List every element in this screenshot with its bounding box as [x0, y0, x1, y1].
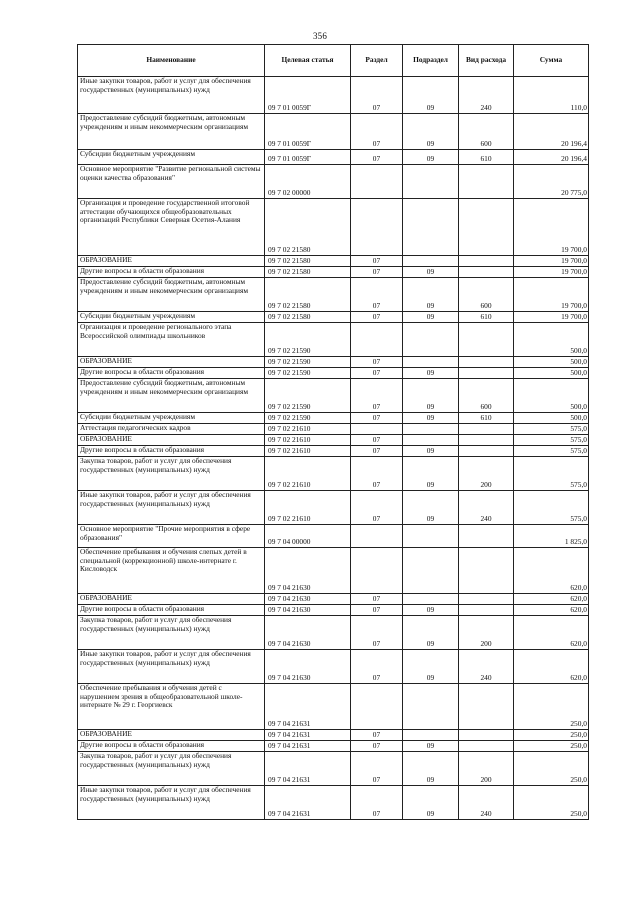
cell-target-article: 09 7 04 21631 — [265, 786, 351, 820]
cell-section: 07 — [351, 446, 403, 457]
cell-target-article: 09 7 04 21631 — [265, 730, 351, 741]
table-row — [78, 199, 589, 256]
cell-target-article: 09 7 02 21580 — [265, 312, 351, 323]
cell-target-article: 09 7 02 21580 — [265, 267, 351, 278]
table-row — [78, 114, 589, 150]
cell-subsection: 09 — [403, 278, 459, 312]
cell-name: Другие вопросы в области образования — [78, 368, 265, 379]
cell-amount: 500,0 — [514, 413, 589, 424]
cell-section — [351, 548, 403, 594]
cell-section: 07 — [351, 730, 403, 741]
cell-target-article: 09 7 02 21610 — [265, 457, 351, 491]
table-row — [78, 379, 589, 413]
cell-amount: 575,0 — [514, 491, 589, 525]
cell-amount: 250,0 — [514, 730, 589, 741]
table-row — [78, 413, 589, 424]
cell-section: 07 — [351, 312, 403, 323]
table-row — [78, 548, 589, 594]
cell-expense-type: 240 — [459, 77, 514, 114]
table-row — [78, 77, 589, 114]
cell-section: 07 — [351, 357, 403, 368]
cell-section — [351, 323, 403, 357]
cell-amount: 250,0 — [514, 741, 589, 752]
table-row — [78, 446, 589, 457]
cell-name: Организация и проведение государственной итоговой аттестации обучающихся общеобразовательных организаций Республики Северная Осетия-Алания — [78, 199, 265, 256]
cell-amount: 19 700,0 — [514, 267, 589, 278]
cell-amount: 500,0 — [514, 323, 589, 357]
cell-name: ОБРАЗОВАНИЕ — [78, 256, 265, 267]
cell-name: ОБРАЗОВАНИЕ — [78, 594, 265, 605]
cell-target-article: 09 7 04 21631 — [265, 752, 351, 786]
cell-name: Аттестация педагогических кадров — [78, 424, 265, 435]
cell-amount: 500,0 — [514, 357, 589, 368]
cell-name: Предоставление субсидий бюджетным, автономным учреждениям и иным некоммерческим организациям — [78, 278, 265, 312]
cell-section — [351, 199, 403, 256]
table-row — [78, 594, 589, 605]
cell-target-article: 09 7 02 21610 — [265, 435, 351, 446]
cell-name: ОБРАЗОВАНИЕ — [78, 730, 265, 741]
cell-subsection — [403, 594, 459, 605]
cell-section — [351, 684, 403, 730]
cell-expense-type — [459, 605, 514, 616]
cell-expense-type — [459, 199, 514, 256]
cell-name: Обеспечение пребывания и обучения слепых детей в специальной (коррекционной) школе-интернате г. Кисловодск — [78, 548, 265, 594]
cell-subsection: 09 — [403, 752, 459, 786]
cell-amount: 575,0 — [514, 424, 589, 435]
cell-target-article: 09 7 02 21580 — [265, 256, 351, 267]
table-row — [78, 605, 589, 616]
cell-name: ОБРАЗОВАНИЕ — [78, 357, 265, 368]
cell-target-article: 09 7 02 21590 — [265, 379, 351, 413]
cell-name: Иные закупки товаров, работ и услуг для обеспечения государственных (муниципальных) нужд — [78, 786, 265, 820]
table-row — [78, 323, 589, 357]
cell-name: Закупка товаров, работ и услуг для обеспечения государственных (муниципальных) нужд — [78, 457, 265, 491]
cell-amount: 20 196,4 — [514, 114, 589, 150]
cell-name: Другие вопросы в области образования — [78, 741, 265, 752]
cell-section: 07 — [351, 379, 403, 413]
cell-subsection: 09 — [403, 457, 459, 491]
cell-subsection: 09 — [403, 150, 459, 165]
cell-section: 07 — [351, 267, 403, 278]
cell-section: 07 — [351, 150, 403, 165]
table-row — [78, 525, 589, 548]
table-row — [78, 741, 589, 752]
header-section: Раздел — [351, 45, 403, 77]
cell-name: Иные закупки товаров, работ и услуг для обеспечения государственных (муниципальных) нужд — [78, 491, 265, 525]
cell-section: 07 — [351, 741, 403, 752]
cell-name: Субсидии бюджетным учреждениям — [78, 150, 265, 165]
cell-subsection — [403, 165, 459, 199]
cell-amount: 575,0 — [514, 435, 589, 446]
cell-target-article: 09 7 04 21630 — [265, 548, 351, 594]
table-row — [78, 491, 589, 525]
cell-expense-type: 610 — [459, 150, 514, 165]
cell-name: Основное мероприятие "Прочие мероприятия в сфере образования" — [78, 525, 265, 548]
cell-section: 07 — [351, 256, 403, 267]
cell-name: Иные закупки товаров, работ и услуг для обеспечения государственных (муниципальных) нужд — [78, 77, 265, 114]
cell-target-article: 09 7 02 21610 — [265, 424, 351, 435]
cell-subsection — [403, 684, 459, 730]
cell-expense-type: 600 — [459, 379, 514, 413]
page-number: 356 — [312, 31, 328, 41]
cell-target-article: 09 7 01 0059Г — [265, 77, 351, 114]
cell-amount: 620,0 — [514, 605, 589, 616]
cell-subsection: 09 — [403, 741, 459, 752]
cell-name: Другие вопросы в области образования — [78, 605, 265, 616]
table-row — [78, 267, 589, 278]
cell-section: 07 — [351, 605, 403, 616]
cell-target-article: 09 7 01 0059Г — [265, 114, 351, 150]
table-header-row — [78, 45, 589, 77]
cell-name: Субсидии бюджетным учреждениям — [78, 312, 265, 323]
cell-name: ОБРАЗОВАНИЕ — [78, 435, 265, 446]
cell-subsection: 09 — [403, 616, 459, 650]
cell-expense-type — [459, 323, 514, 357]
cell-target-article: 09 7 02 21590 — [265, 323, 351, 357]
cell-amount: 620,0 — [514, 548, 589, 594]
cell-expense-type: 610 — [459, 413, 514, 424]
cell-subsection: 09 — [403, 77, 459, 114]
cell-expense-type — [459, 267, 514, 278]
table-row — [78, 786, 589, 820]
cell-section: 07 — [351, 491, 403, 525]
cell-target-article: 09 7 04 00000 — [265, 525, 351, 548]
header-expense-type: Вид расхода — [459, 45, 514, 77]
cell-section — [351, 165, 403, 199]
cell-target-article: 09 7 02 21580 — [265, 199, 351, 256]
cell-expense-type: 600 — [459, 278, 514, 312]
table-row — [78, 150, 589, 165]
table-row — [78, 256, 589, 267]
cell-amount: 19 700,0 — [514, 256, 589, 267]
cell-target-article: 09 7 02 21610 — [265, 491, 351, 525]
budget-table — [77, 44, 589, 820]
cell-subsection — [403, 357, 459, 368]
cell-section: 07 — [351, 413, 403, 424]
cell-section — [351, 424, 403, 435]
cell-name: Субсидии бюджетным учреждениям — [78, 413, 265, 424]
cell-section: 07 — [351, 114, 403, 150]
cell-amount: 620,0 — [514, 650, 589, 684]
header-name: Наименование — [78, 45, 265, 77]
cell-expense-type — [459, 684, 514, 730]
cell-name: Другие вопросы в области образования — [78, 446, 265, 457]
cell-subsection — [403, 424, 459, 435]
cell-subsection: 09 — [403, 267, 459, 278]
cell-name: Закупка товаров, работ и услуг для обеспечения государственных (муниципальных) нужд — [78, 616, 265, 650]
cell-expense-type — [459, 741, 514, 752]
cell-section — [351, 525, 403, 548]
table-row — [78, 165, 589, 199]
cell-subsection — [403, 525, 459, 548]
header-subsection: Подраздел — [403, 45, 459, 77]
cell-section: 07 — [351, 752, 403, 786]
cell-amount: 20 775,0 — [514, 165, 589, 199]
cell-name: Закупка товаров, работ и услуг для обеспечения государственных (муниципальных) нужд — [78, 752, 265, 786]
cell-target-article: 09 7 02 21590 — [265, 368, 351, 379]
cell-subsection — [403, 435, 459, 446]
cell-expense-type — [459, 357, 514, 368]
cell-target-article: 09 7 02 21590 — [265, 357, 351, 368]
cell-subsection: 09 — [403, 379, 459, 413]
cell-section: 07 — [351, 457, 403, 491]
cell-amount: 20 196,4 — [514, 150, 589, 165]
cell-expense-type — [459, 435, 514, 446]
cell-expense-type: 240 — [459, 491, 514, 525]
table-row — [78, 752, 589, 786]
cell-target-article: 09 7 04 21630 — [265, 616, 351, 650]
cell-section: 07 — [351, 368, 403, 379]
cell-expense-type — [459, 256, 514, 267]
cell-target-article: 09 7 04 21630 — [265, 594, 351, 605]
cell-expense-type: 240 — [459, 786, 514, 820]
cell-subsection: 09 — [403, 413, 459, 424]
cell-section: 07 — [351, 435, 403, 446]
cell-amount: 500,0 — [514, 368, 589, 379]
cell-amount: 250,0 — [514, 752, 589, 786]
cell-name: Обеспечение пребывания и обучения детей с нарушением зрения в общеобразовательной школе-интернате № 29 г. Георгиевск — [78, 684, 265, 730]
cell-expense-type: 240 — [459, 650, 514, 684]
cell-target-article: 09 7 02 21580 — [265, 278, 351, 312]
cell-subsection — [403, 323, 459, 357]
cell-target-article: 09 7 01 0059Г — [265, 150, 351, 165]
cell-name: Основное мероприятие "Развитие региональной системы оценки качества образования" — [78, 165, 265, 199]
cell-expense-type — [459, 548, 514, 594]
cell-expense-type — [459, 368, 514, 379]
cell-target-article: 09 7 02 21590 — [265, 413, 351, 424]
cell-section: 07 — [351, 594, 403, 605]
cell-expense-type — [459, 446, 514, 457]
cell-subsection — [403, 256, 459, 267]
cell-amount: 250,0 — [514, 684, 589, 730]
cell-name: Организация и проведение регионального этапа Всероссийской олимпиады школьников — [78, 323, 265, 357]
cell-subsection: 09 — [403, 491, 459, 525]
table-row — [78, 278, 589, 312]
cell-expense-type — [459, 165, 514, 199]
table-row — [78, 435, 589, 446]
cell-amount: 575,0 — [514, 446, 589, 457]
cell-section: 07 — [351, 786, 403, 820]
cell-expense-type — [459, 730, 514, 741]
table-row — [78, 684, 589, 730]
cell-amount: 1 825,0 — [514, 525, 589, 548]
cell-amount: 110,0 — [514, 77, 589, 114]
cell-expense-type — [459, 525, 514, 548]
cell-section: 07 — [351, 278, 403, 312]
cell-target-article: 09 7 02 00000 — [265, 165, 351, 199]
cell-expense-type: 600 — [459, 114, 514, 150]
table-row — [78, 650, 589, 684]
cell-subsection: 09 — [403, 605, 459, 616]
cell-expense-type: 610 — [459, 312, 514, 323]
cell-name: Другие вопросы в области образования — [78, 267, 265, 278]
table-row — [78, 457, 589, 491]
cell-target-article: 09 7 04 21631 — [265, 741, 351, 752]
table-body — [78, 77, 589, 820]
cell-amount: 19 700,0 — [514, 278, 589, 312]
table-row — [78, 368, 589, 379]
cell-amount: 19 700,0 — [514, 199, 589, 256]
cell-subsection: 09 — [403, 368, 459, 379]
header-amount: Сумма — [514, 45, 589, 77]
cell-expense-type: 200 — [459, 752, 514, 786]
cell-target-article: 09 7 04 21631 — [265, 684, 351, 730]
cell-amount: 19 700,0 — [514, 312, 589, 323]
cell-section: 07 — [351, 650, 403, 684]
cell-section: 07 — [351, 616, 403, 650]
cell-expense-type — [459, 424, 514, 435]
cell-subsection: 09 — [403, 446, 459, 457]
header-target-article: Целевая статья — [265, 45, 351, 77]
cell-expense-type: 200 — [459, 457, 514, 491]
table-row — [78, 616, 589, 650]
cell-subsection — [403, 548, 459, 594]
cell-subsection: 09 — [403, 114, 459, 150]
cell-name: Предоставление субсидий бюджетным, автономным учреждениям и иным некоммерческим организациям — [78, 379, 265, 413]
cell-target-article: 09 7 04 21630 — [265, 605, 351, 616]
cell-subsection — [403, 199, 459, 256]
cell-target-article: 09 7 02 21610 — [265, 446, 351, 457]
cell-subsection: 09 — [403, 650, 459, 684]
cell-target-article: 09 7 04 21630 — [265, 650, 351, 684]
cell-name: Иные закупки товаров, работ и услуг для обеспечения государственных (муниципальных) нужд — [78, 650, 265, 684]
cell-subsection — [403, 730, 459, 741]
cell-amount: 620,0 — [514, 594, 589, 605]
cell-amount: 575,0 — [514, 457, 589, 491]
table-row — [78, 312, 589, 323]
cell-amount: 500,0 — [514, 379, 589, 413]
cell-name: Предоставление субсидий бюджетным, автономным учреждениям и иным некоммерческим организациям — [78, 114, 265, 150]
table-row — [78, 357, 589, 368]
cell-subsection: 09 — [403, 312, 459, 323]
cell-subsection: 09 — [403, 786, 459, 820]
cell-expense-type: 200 — [459, 616, 514, 650]
cell-amount: 620,0 — [514, 616, 589, 650]
table-row — [78, 730, 589, 741]
table-row — [78, 424, 589, 435]
cell-amount: 250,0 — [514, 786, 589, 820]
cell-expense-type — [459, 594, 514, 605]
cell-section: 07 — [351, 77, 403, 114]
